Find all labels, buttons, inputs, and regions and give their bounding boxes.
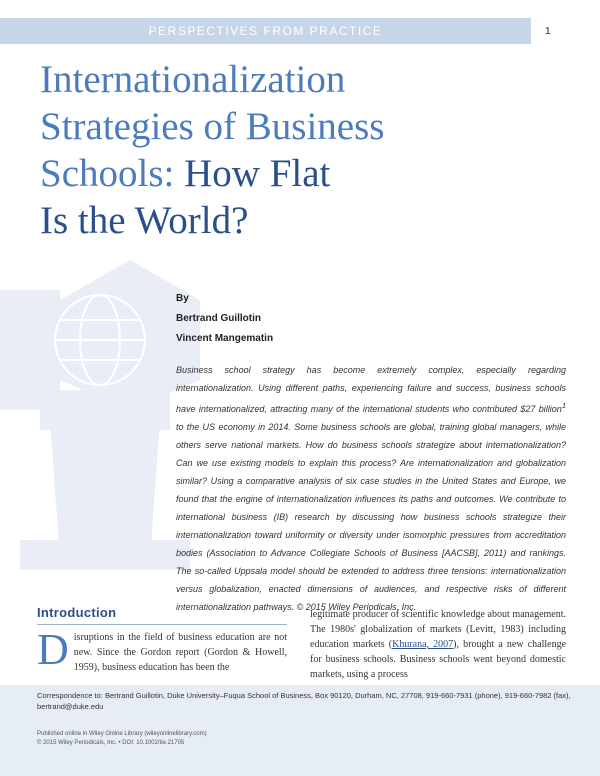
correspondence-note: Correspondence to: Bertrand Guillotin, Duke University–Fuqua School of Business, Box 90120, Durham, NC, 27708, 919-660-7931 (phone), 919-660-7982 (fax), bertrand@duke.edu xyxy=(37,691,571,711)
intro-text-left: isruptions in the field of business education are not new. Since the Gordon report (Gordon & Howell, 1959), business education has been the xyxy=(73,632,287,673)
published-online-line: Published online in Wiley Online Library (wileyonlinelibrary.com) xyxy=(37,731,207,737)
author-name: Bertrand Guillotin xyxy=(176,313,261,324)
section-heading-introduction: Introduction xyxy=(37,605,117,620)
page-number: 1 xyxy=(545,26,551,37)
section-banner xyxy=(0,18,531,44)
title-line-3 xyxy=(40,150,560,197)
abstract xyxy=(176,361,566,616)
intro-text-right-a: legitimate producer of scientific knowledge about management. The 1980s' globalization of markets (Levitt, 1983) including education markets ( xyxy=(310,609,566,650)
abstract-text-part-2: to the US economy in 2014. Some business schools are global, training global managers, while others serve national markets. How do business schools strategize about internationalization? Can we use existing models to explain this process? Are internationalization and globalization similar? Using a comparative analysis of six case studies in the United States and Europe, we found that the engine of internationalization influences its paths and outcomes. We contribute to international business (IB) research by discussing how business schools strategize their internationalization toward uniformity or diversity under isomorphic pressures from accreditation bodies (Association to Advance Collegiate Schools of Business [AACSB], 2011) and rankings. The so-called Uppsala model should be extended to address three tensions: internationalization versus globalization, enacted dimensions of audiences, and respective risks of different internationalization pathways. © 2015 Wiley Periodicals, Inc. xyxy=(176,422,566,612)
title-line-1: Internationalization xyxy=(40,58,346,101)
title-line-2: Strategies of Business xyxy=(40,105,385,148)
copyright-doi-line: © 2015 Wiley Periodicals, Inc. • DOI: 10.1002/tie.21705 xyxy=(37,740,185,746)
title-line-4: Is the World? xyxy=(40,199,249,242)
footnote-marker[interactable]: 1 xyxy=(561,401,566,410)
title-line-3-part-b: How Flat xyxy=(184,152,331,195)
section-label: PERSPECTIVES FROM PRACTICE xyxy=(148,24,383,38)
author-name: Vincent Mangematin xyxy=(176,333,274,344)
body-column-left xyxy=(37,625,287,675)
decorative-globe-graphic xyxy=(0,240,200,600)
heading-rule xyxy=(37,624,287,625)
body-column-right xyxy=(310,607,566,682)
drop-cap: D xyxy=(37,625,69,674)
abstract-text-part-1: Business school strategy has become extremely complex, especially regarding internationalization. Using different paths, experiencing failure and success, business schools have internationalized, attracting many of the international students who contributed $27 billion xyxy=(176,365,566,414)
by-label: By xyxy=(176,293,189,304)
article-title xyxy=(40,56,560,244)
publication-info xyxy=(37,730,577,748)
author-block xyxy=(176,289,273,349)
title-line-3-part-a: Schools: xyxy=(40,152,185,195)
intro-text-right-b: ), brought a new challenge for business schools. Business schools went beyond domestic markets, using a process xyxy=(310,639,567,680)
citation-link[interactable]: Khurana, 2007 xyxy=(392,639,454,650)
